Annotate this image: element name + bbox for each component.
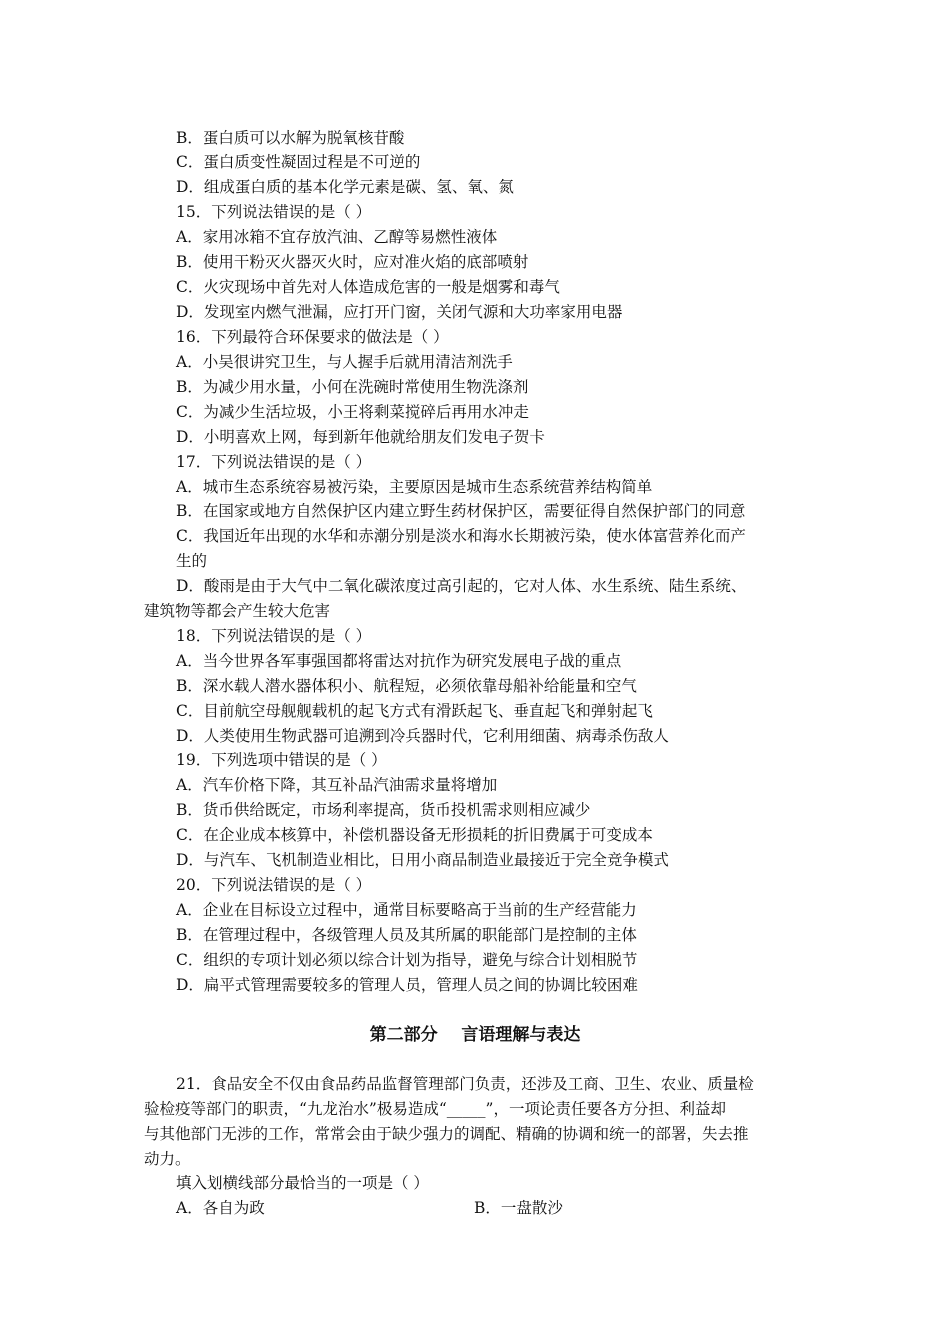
- q21-option-a: A．各自为政: [176, 1199, 265, 1217]
- q16-option-d: D．小明喜欢上网，每到新年他就给朋友们发电子贺卡: [176, 428, 545, 446]
- q21-paragraph-line3: 与其他部门无涉的工作，常常会由于缺少强力的调配、精确的协调和统一的部署，失去推: [144, 1125, 749, 1143]
- q16-stem: 16．下列最符合环保要求的做法是（ ）: [176, 328, 449, 346]
- q17-option-d-line2: 建筑物等都会产生较大危害: [144, 602, 331, 620]
- q15-option-c: C．火灾现场中首先对人体造成危害的一般是烟雾和毒气: [176, 278, 560, 296]
- q21-prompt: 填入划横线部分最恰当的一项是（ ）: [176, 1174, 429, 1192]
- q20-option-d: D．扁平式管理需要较多的管理人员，管理人员之间的协调比较困难: [176, 976, 638, 994]
- q14-option-d: D．组成蛋白质的基本化学元素是碳、氢、氧、氮: [176, 178, 514, 196]
- q19-option-d: D．与汽车、飞机制造业相比，日用小商品制造业最接近于完全竞争模式: [176, 851, 669, 869]
- q18-option-d: D．人类使用生物武器可追溯到冷兵器时代，它利用细菌、病毒杀伤敌人: [176, 727, 669, 745]
- q15-option-b: B．使用干粉灭火器灭火时，应对准火焰的底部喷射: [176, 253, 529, 271]
- q14-option-c: C．蛋白质变性凝固过程是不可逆的: [176, 153, 421, 171]
- q21-paragraph-line4: 动力。: [144, 1150, 191, 1168]
- q15-option-d: D．发现室内燃气泄漏，应打开门窗，关闭气源和大功率家用电器: [176, 303, 623, 321]
- q17-option-d-line1: D．酸雨是由于大气中二氧化碳浓度过高引起的，它对人体、水生系统、陆生系统、: [176, 577, 747, 595]
- q18-option-a: A．当今世界各军事强国都将雷达对抗作为研究发展电子战的重点: [176, 652, 622, 670]
- q17-option-b: B．在国家或地方自然保护区内建立野生药材保护区，需要征得自然保护部门的同意: [176, 502, 746, 520]
- q20-option-c: C．组织的专项计划必须以综合计划为指导，避免与综合计划相脱节: [176, 951, 638, 969]
- q16-option-a: A．小吴很讲究卫生，与人握手后就用清洁剂洗手: [176, 353, 513, 371]
- q20-stem: 20．下列说法错误的是（ ）: [176, 876, 372, 894]
- q17-option-c-line2: 生的: [176, 552, 208, 570]
- q18-stem: 18．下列说法错误的是（ ）: [176, 627, 372, 645]
- q20-option-a: A．企业在目标设立过程中，通常目标要略高于当前的生产经营能力: [176, 901, 637, 919]
- q16-option-b: B．为减少用水量，小何在洗碗时常使用生物洗涤剂: [176, 378, 529, 396]
- q18-option-c: C．目前航空母舰舰载机的起飞方式有滑跃起飞、垂直起飞和弹射起飞: [176, 702, 653, 720]
- q17-stem: 17．下列说法错误的是（ ）: [176, 453, 372, 471]
- section-heading: 第二部分 言语理解与表达: [369, 1025, 581, 1045]
- q19-option-c: C．在企业成本核算中，补偿机器设备无形损耗的折旧费属于可变成本: [176, 826, 653, 844]
- q17-option-c-line1: C．我国近年出现的水华和赤潮分别是淡水和海水长期被污染，使水体富营养化而产: [176, 527, 746, 545]
- q21-paragraph-line2: 验检疫等部门的职责，“九龙治水”极易造成“_____”，一项论责任要各方分担、利益却: [144, 1100, 726, 1118]
- q15-stem: 15．下列说法错误的是（ ）: [176, 203, 372, 221]
- q16-option-c: C．为减少生活垃圾，小王将剩菜搅碎后再用水冲走: [176, 403, 529, 421]
- q18-option-b: B．深水载人潜水器体积小、航程短，必须依靠母船补给能量和空气: [176, 677, 637, 695]
- q17-option-a: A．城市生态系统容易被污染，主要原因是城市生态系统营养结构简单: [176, 478, 653, 496]
- q20-option-b: B．在管理过程中，各级管理人员及其所属的职能部门是控制的主体: [176, 926, 637, 944]
- q19-option-b: B．货币供给既定，市场利率提高，货币投机需求则相应减少: [176, 801, 591, 819]
- q14-option-b: B．蛋白质可以水解为脱氧核苷酸: [176, 129, 405, 147]
- q15-option-a: A．家用冰箱不宜存放汽油、乙醇等易燃性液体: [176, 228, 498, 246]
- q21-option-b: B．一盘散沙: [474, 1199, 563, 1217]
- q21-paragraph-line1: 21．食品安全不仅由食品药品监督管理部门负责，还涉及工商、卫生、农业、质量检: [176, 1075, 754, 1093]
- q19-stem: 19．下列选项中错误的是（ ）: [176, 751, 387, 769]
- q19-option-a: A．汽车价格下降，其互补品汽油需求量将增加: [176, 776, 498, 794]
